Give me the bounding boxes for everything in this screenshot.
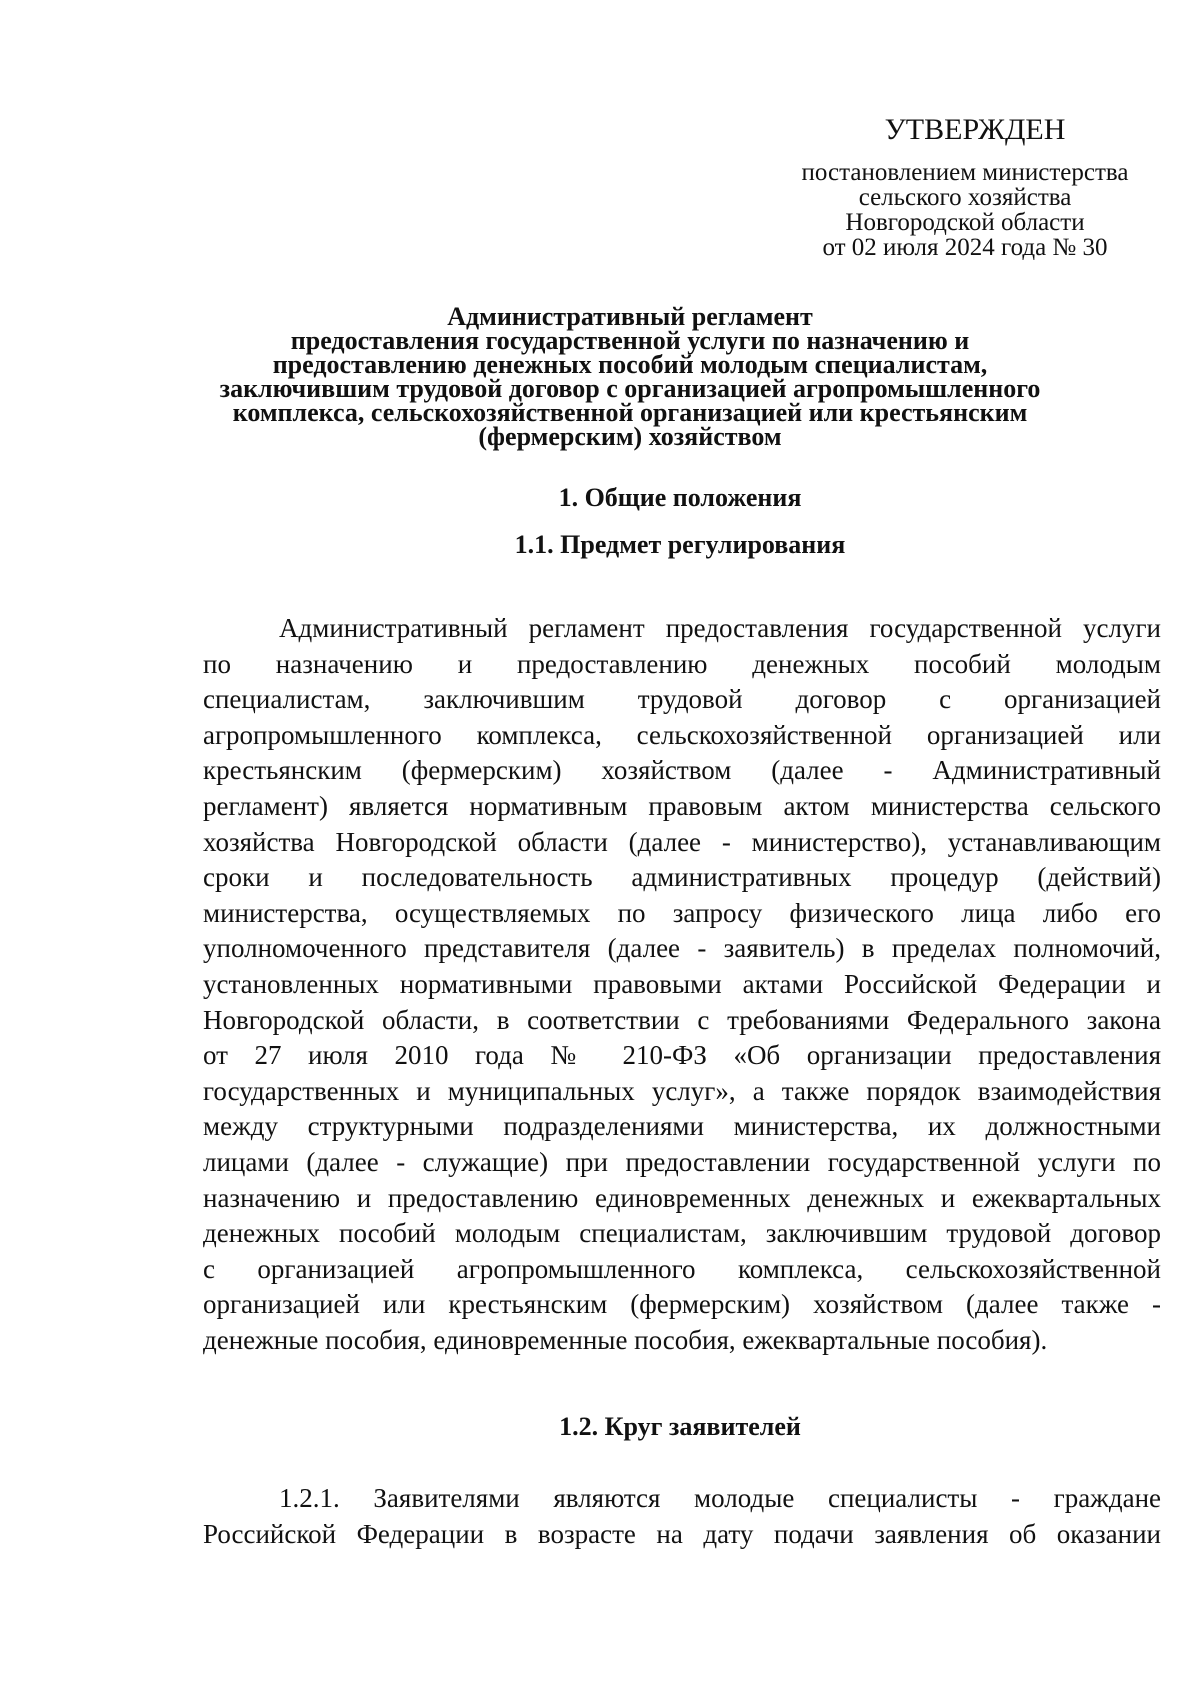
paragraph-line: министерства, осуществляемых по запросу физического лица либо его: [203, 897, 1161, 928]
title-line: Административный регламент: [447, 302, 813, 331]
title-line: предоставления государственной услуги по назначению и: [290, 326, 970, 355]
paragraph-subject: [203, 611, 1161, 1358]
paragraph-line: агропромышленного комплекса, сельскохозяйственной организацией или: [203, 719, 1161, 750]
paragraph-line: специалистам, заключившим трудовой договор с организацией: [203, 684, 1161, 715]
paragraph-line: Российской Федерации в возрасте на дату подачи заявления об оказании: [203, 1518, 1161, 1549]
paragraph-line: сроки и последовательность административных процедур (действий): [203, 862, 1161, 893]
approval-line: сельского хозяйства: [858, 184, 1072, 211]
paragraph-applicants: [203, 1481, 1161, 1552]
approval-stamp: [760, 112, 1170, 260]
title-line: предоставлению денежных пособий молодым специалистам,: [272, 350, 988, 379]
paragraph-line: крестьянским (фермерским) хозяйством (далее - Административный: [203, 755, 1161, 786]
paragraph-line: между структурными подразделениями министерства, их должностными: [203, 1111, 1161, 1142]
paragraph-line: уполномоченного представителя (далее - заявитель) в пределах полномочий,: [203, 933, 1161, 964]
paragraph-line: государственных и муниципальных услуг», а также порядок взаимодействия: [203, 1075, 1161, 1106]
title-line: комплекса, сельскохозяйственной организацией или крестьянским: [232, 398, 1028, 427]
paragraph-line: Новгородской области, в соответствии с требованиями Федерального закона: [203, 1004, 1161, 1035]
paragraph-line: установленных нормативными правовыми актами Российской Федерации и: [203, 968, 1161, 999]
paragraph-line: с организацией агропромышленного комплекса, сельскохозяйственной: [203, 1253, 1161, 1284]
approval-line: постановлением министерства: [801, 159, 1129, 186]
approved-label: УТВЕРЖДЕН: [884, 113, 1066, 146]
paragraph-line: регламент) является нормативным правовым актом министерства сельского: [203, 790, 1161, 821]
paragraph-line: лицами (далее - служащие) при предоставлении государственной услуги по: [203, 1146, 1161, 1177]
paragraph-line: хозяйства Новгородской области (далее - министерство), устанавливающим: [203, 826, 1161, 857]
paragraph-line: организацией или крестьянским (фермерским) хозяйством (далее также -: [203, 1289, 1161, 1320]
paragraph-line: 1.2.1. Заявителями являются молодые специалисты - граждане: [279, 1483, 1161, 1513]
approval-line: от 02 июля 2024 года № 30: [822, 234, 1108, 261]
paragraph-line: от 27 июля 2010 года № 210-ФЗ «Об организации предоставления: [203, 1040, 1161, 1071]
subsection-heading: 1.1. Предмет регулирования: [514, 530, 846, 559]
paragraph-line: денежных пособий молодым специалистам, заключившим трудовой договор: [203, 1218, 1161, 1249]
title-line: (фермерским) хозяйством: [478, 422, 782, 451]
approval-line: Новгородской области: [845, 209, 1085, 236]
paragraph-line: по назначению и предоставлению денежных пособий молодым: [203, 648, 1161, 679]
document-title: [150, 302, 1110, 451]
subsection-heading: 1.2. Круг заявителей: [559, 1412, 801, 1441]
paragraph-line: денежные пособия, единовременные пособия, ежеквартальные пособия).: [203, 1324, 1048, 1355]
paragraph-line: назначению и предоставлению единовременных денежных и ежеквартальных: [203, 1182, 1161, 1213]
section-heading: 1. Общие положения: [558, 483, 802, 512]
title-line: заключившим трудовой договор с организацией агропромышленного: [219, 374, 1041, 403]
paragraph-line: Административный регламент предоставления государственной услуги: [279, 613, 1161, 643]
